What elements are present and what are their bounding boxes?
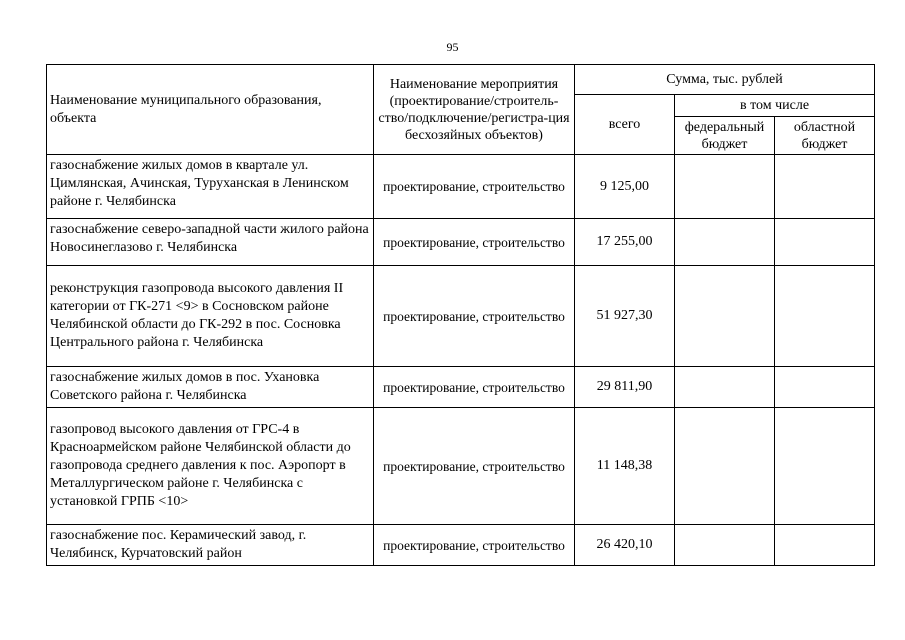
regional-sum — [775, 155, 875, 219]
activity-type: проектирование, строительство — [374, 408, 575, 525]
table-row — [47, 219, 875, 266]
page-number: 95 — [446, 40, 459, 54]
table-row — [47, 266, 875, 367]
activity-type: проектирование, строительство — [374, 266, 575, 367]
total-sum: 11 148,38 — [575, 408, 675, 525]
object-name: газопровод высокого давления от ГРС-4 в Красноармейском районе Челябинской области до газопровода среднего давления к пос. Аэропорт в Металлургическом районе г. Челябинска с установкой ГРПБ <10> — [47, 408, 374, 525]
regional-sum — [775, 219, 875, 266]
table-row — [47, 525, 875, 566]
federal-sum — [675, 266, 775, 367]
object-name: газоснабжение северо-западной части жилого района Новосинеглазово г. Челябинска — [47, 219, 374, 266]
header-activity: Наименование мероприятия (проектирование/строитель-ство/подключение/регистра-ция бесхозяйных объектов) — [374, 65, 575, 155]
table-row — [47, 408, 875, 525]
total-sum: 51 927,30 — [575, 266, 675, 367]
federal-sum — [675, 155, 775, 219]
object-name: газоснабжение жилых домов в квартале ул. Цимлянская, Ачинская, Туруханская в Ленинском районе г. Челябинска — [47, 155, 374, 219]
table-row — [47, 155, 875, 219]
total-sum: 9 125,00 — [575, 155, 675, 219]
table-row — [47, 367, 875, 408]
activity-type: проектирование, строительство — [374, 367, 575, 408]
object-name: газоснабжение пос. Керамический завод, г. Челябинск, Курчатовский район — [47, 525, 374, 566]
total-sum: 29 811,90 — [575, 367, 675, 408]
federal-sum — [675, 219, 775, 266]
header-object: Наименование муниципального образования, объекта — [47, 65, 374, 155]
total-sum: 26 420,10 — [575, 525, 675, 566]
activity-type: проектирование, строительство — [374, 525, 575, 566]
regional-sum — [775, 408, 875, 525]
federal-sum — [675, 525, 775, 566]
federal-sum — [675, 408, 775, 525]
header-federal: федеральный бюджет — [675, 117, 775, 155]
total-sum: 17 255,00 — [575, 219, 675, 266]
object-name: газоснабжение жилых домов в пос. Ухановка Советского района г. Челябинска — [47, 367, 374, 408]
header-regional: областной бюджет — [775, 117, 875, 155]
header-sum: Сумма, тыс. рублей — [575, 65, 875, 95]
gas-supply-table — [46, 64, 875, 566]
regional-sum — [775, 266, 875, 367]
regional-sum — [775, 367, 875, 408]
object-name: реконструкция газопровода высокого давления II категории от ГК-271 <9> в Сосновском районе Челябинской области до ГК-292 в пос. Сосновка Центрального района г. Челябинска — [47, 266, 374, 367]
header-including: в том числе — [675, 95, 875, 117]
header-total: всего — [575, 95, 675, 155]
federal-sum — [675, 367, 775, 408]
activity-type: проектирование, строительство — [374, 219, 575, 266]
regional-sum — [775, 525, 875, 566]
activity-type: проектирование, строительство — [374, 155, 575, 219]
